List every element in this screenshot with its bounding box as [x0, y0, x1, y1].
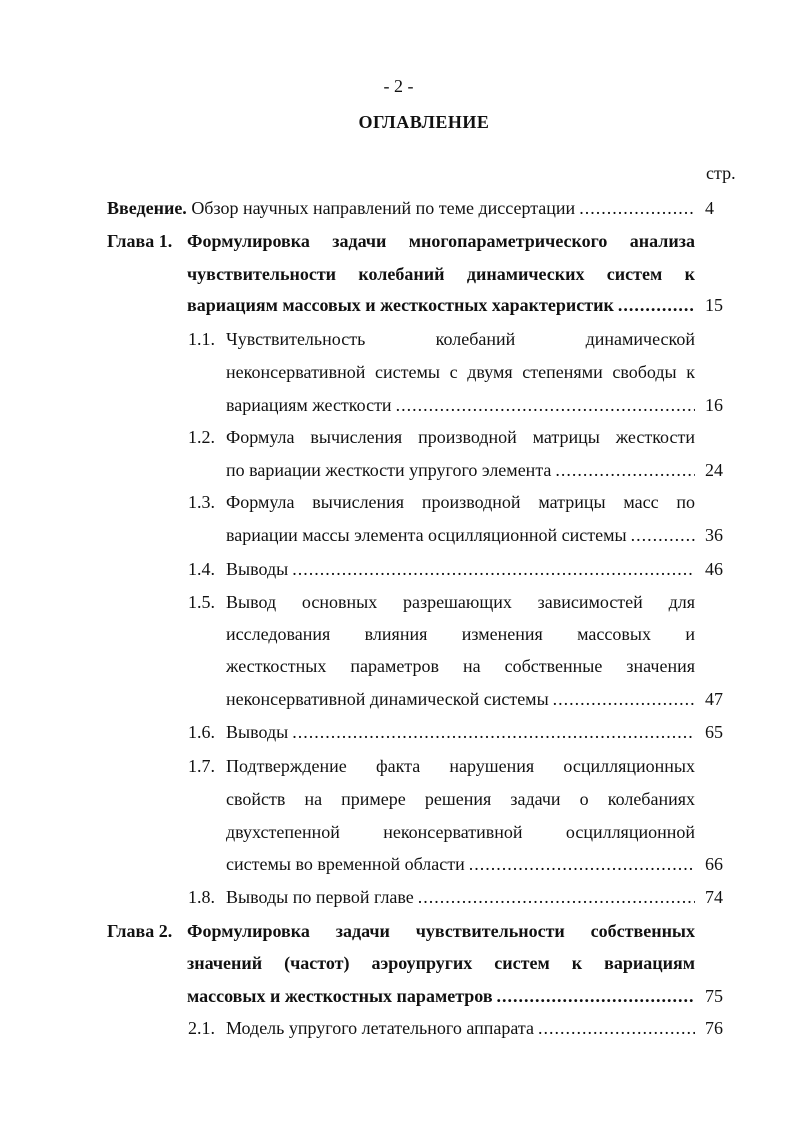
leader-dots	[497, 981, 695, 1011]
leader-dots	[469, 849, 695, 879]
toc-label: Введение.	[107, 198, 187, 218]
toc-section-line[interactable]	[226, 1013, 695, 1043]
toc-chapter-line[interactable]: Формулировка задачи чувствительности собственных	[187, 921, 695, 941]
toc-text: Выводы по первой главе	[226, 887, 414, 907]
toc-section-line[interactable]: Вывод основных разрешающих зависимостей для	[226, 592, 695, 612]
toc-section-line[interactable]: Формула вычисления производной матрицы жесткости	[226, 427, 695, 447]
toc-section-line[interactable]: Подтверждение факта нарушения осцилляционных	[226, 756, 695, 776]
toc-section-line[interactable]: Чувствительность колебаний динамической	[226, 329, 695, 349]
toc-page-number: 16	[705, 395, 723, 415]
toc-section-line[interactable]	[226, 717, 695, 747]
toc-text: по вариации жесткости упругого элемента	[226, 460, 552, 480]
toc-section-line[interactable]: неконсервативной системы с двумя степенями свободы к	[226, 362, 695, 382]
toc-section-label: 1.4.	[188, 559, 215, 579]
toc-section-line[interactable]	[226, 882, 695, 912]
toc-text: системы во временной области	[226, 854, 465, 874]
toc-text: вариациям жесткости	[226, 395, 392, 415]
toc-section-label: 2.1.	[188, 1018, 215, 1038]
toc-section-line[interactable]: жесткостных параметров на собственные значения	[226, 656, 695, 676]
toc-section-line[interactable]	[226, 390, 695, 420]
toc-section-label: 1.1.	[188, 329, 215, 349]
toc-page-number: 75	[705, 986, 723, 1006]
toc-text: Модель упругого летательного аппарата	[226, 1018, 534, 1038]
toc-chapter-line[interactable]	[187, 981, 695, 1011]
toc-section-label: 1.8.	[188, 887, 215, 907]
leader-dots	[631, 520, 695, 550]
toc-section-line[interactable]	[226, 455, 695, 485]
toc-text: вариациям массовых и жесткостных характеристик	[187, 295, 614, 315]
toc-chapter-line[interactable]	[187, 290, 695, 320]
toc-section-line[interactable]: двухстепенной неконсервативной осцилляционной	[226, 822, 695, 842]
toc-page-number: 4	[705, 198, 714, 218]
leader-dots	[418, 882, 695, 912]
toc-section-label: 1.2.	[188, 427, 215, 447]
toc-page-number: 74	[705, 887, 723, 907]
toc-entry-introduction[interactable]	[107, 193, 695, 223]
toc-section-line[interactable]	[226, 554, 695, 584]
toc-section-label: 1.6.	[188, 722, 215, 742]
toc-page-number: 46	[705, 559, 723, 579]
toc-page-number: 36	[705, 525, 723, 545]
toc-page-number: 65	[705, 722, 723, 742]
toc-section-line[interactable]: Формула вычисления производной матрицы масс по	[226, 492, 695, 512]
leader-dots	[292, 717, 695, 747]
toc-chapter-line[interactable]: Формулировка задачи многопараметрического анализа	[187, 231, 695, 251]
toc-section-label: 1.7.	[188, 756, 215, 776]
toc-page-number: 24	[705, 460, 723, 480]
leader-dots	[538, 1013, 695, 1043]
leader-dots	[553, 684, 695, 714]
leader-dots	[396, 390, 695, 420]
toc-page-number: 66	[705, 854, 723, 874]
toc-chapter-line[interactable]: чувствительности колебаний динамических систем к	[187, 264, 695, 284]
toc-text: Выводы	[226, 722, 289, 742]
toc-page-number: 47	[705, 689, 723, 709]
toc-section-label: 1.3.	[188, 492, 215, 512]
toc-section-line[interactable]	[226, 849, 695, 879]
toc-text: вариации массы элемента осцилляционной системы	[226, 525, 627, 545]
toc-section-label: 1.5.	[188, 592, 215, 612]
leader-dots	[618, 290, 695, 320]
toc-text: массовых и жесткостных параметров	[187, 986, 493, 1006]
toc-section-line[interactable]: свойств на примере решения задачи о колебаниях	[226, 789, 695, 809]
toc-page-number: 76	[705, 1018, 723, 1038]
page-column-label: стр.	[706, 163, 736, 183]
toc-text: Выводы	[226, 559, 289, 579]
leader-dots	[579, 193, 695, 223]
toc-page-number: 15	[705, 295, 723, 315]
page-number: - 2 -	[383, 76, 414, 96]
leader-dots	[292, 554, 695, 584]
leader-dots	[555, 455, 695, 485]
toc-chapter-label: Глава 2.	[107, 921, 173, 941]
toc-text: Обзор научных направлений по теме диссертации	[191, 198, 576, 218]
toc-chapter-label: Глава 1.	[107, 231, 173, 251]
toc-section-line[interactable]	[226, 520, 695, 550]
toc-section-line[interactable]	[226, 684, 695, 714]
toc-section-line[interactable]: исследования влияния изменения массовых и	[226, 624, 695, 644]
page-title: ОГЛАВЛЕНИЕ	[358, 112, 490, 132]
toc-chapter-line[interactable]: значений (частот) аэроупругих систем к вариациям	[187, 953, 695, 973]
toc-text: неконсервативной динамической системы	[226, 689, 549, 709]
